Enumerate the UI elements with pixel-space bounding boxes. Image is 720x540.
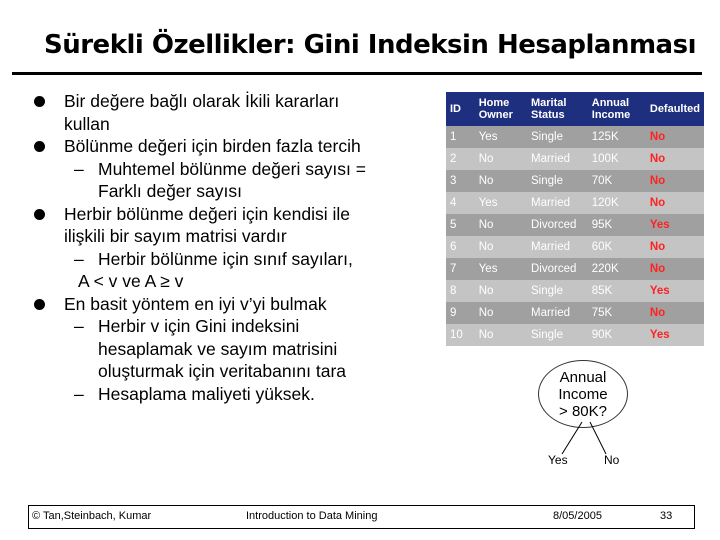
node-text: Annual [559, 369, 607, 386]
table-cell: 120K [591, 197, 619, 209]
table-cell: 85K [591, 285, 613, 297]
sub-bullet-item [34, 315, 434, 383]
yes-branch-label: Yes [548, 453, 568, 467]
table-header-row [446, 92, 704, 126]
table-row [446, 192, 704, 214]
table-cell: 100K [591, 153, 619, 165]
table-cell: No [478, 219, 494, 231]
sub-bullet-text: Herbir bölünme için sınıf sayıları, [98, 248, 353, 269]
table-cell: No [478, 153, 494, 165]
table-cell: 10 [450, 329, 463, 341]
sub-bullet-text: Hesaplama maliyeti yüksek. [98, 383, 315, 404]
table-cell: Divorced [531, 219, 577, 231]
no-branch-line [590, 422, 606, 454]
dash-marker: – [74, 316, 84, 336]
node-text: Income [558, 386, 608, 403]
sub-bullet-item [34, 383, 434, 406]
table-cell: Yes [478, 263, 498, 275]
table-row [446, 324, 704, 346]
class-label-cell: No [649, 175, 666, 187]
decision-node [538, 360, 628, 428]
sub-bullet-text: Farklı değer sayısı [98, 181, 242, 201]
node-text: > 80K? [559, 403, 607, 420]
table-cell: Married [531, 153, 570, 165]
table-cell: 2 [450, 153, 457, 165]
class-label-cell: No [649, 307, 666, 319]
table-row [446, 280, 704, 302]
table-row [446, 170, 704, 192]
table-cell: 7 [450, 263, 457, 275]
table-cell: No [478, 175, 494, 187]
table-cell: 70K [591, 175, 613, 187]
table-cell: 8 [450, 285, 457, 297]
table-cell: No [478, 285, 494, 297]
bullet-text: Herbir bölünme değeri için kendisi ile [64, 203, 350, 224]
class-label-cell: No [649, 153, 666, 165]
column-header: ID [446, 92, 475, 126]
class-label-cell: Yes [649, 329, 670, 341]
bullet-item [34, 135, 434, 158]
bullet-text: Bölünme değeri için birden fazla tercih [64, 136, 361, 156]
bullet-dot-icon [34, 299, 45, 310]
table-cell: 75K [591, 307, 613, 319]
table-cell: 1 [450, 131, 457, 143]
class-label-cell: No [649, 241, 666, 253]
sub-bullet-text: Herbir v için Gini indeksini [98, 316, 300, 336]
table-cell: 90K [591, 329, 613, 341]
table-cell: 125K [591, 131, 619, 143]
table-cell: 3 [450, 175, 457, 187]
column-header: Defaulted [646, 92, 704, 126]
table-row [446, 214, 704, 236]
inequality-text: A < v ve A ≥ v [78, 271, 184, 291]
table-cell: 4 [450, 197, 457, 209]
dash-marker: – [74, 248, 84, 269]
table-cell: Married [531, 197, 570, 209]
dash-marker: – [74, 158, 84, 179]
sub-bullet-text: hesaplamak ve sayım matrisini [98, 338, 338, 359]
table-cell: Yes [478, 131, 498, 143]
bullet-item [34, 293, 434, 316]
table-cell: 5 [450, 219, 457, 231]
table-row [446, 126, 704, 148]
bullet-item [34, 90, 434, 135]
class-label-cell: No [649, 131, 666, 143]
table-cell: Single [531, 285, 563, 297]
yes-branch-line [562, 422, 582, 454]
sub-bullet-text: oluşturmak için veritabanını tara [98, 361, 347, 381]
column-header: Annual Income [588, 92, 646, 126]
sub-bullet-text: Muhtemel bölünme değeri sayısı = [98, 158, 366, 179]
class-label-cell: No [649, 263, 666, 275]
dash-marker: – [74, 383, 84, 404]
bullet-dot-icon [34, 209, 45, 220]
table-cell: Yes [478, 197, 498, 209]
sub-bullet-item [34, 158, 434, 203]
table-cell: No [478, 307, 494, 319]
bullet-text: ilişkili bir sayım matrisi vardır [64, 226, 287, 246]
table-cell: 220K [591, 263, 619, 275]
bullet-dot-icon [34, 141, 45, 152]
footer-copyright: © Tan,Steinbach, Kumar [32, 510, 152, 522]
column-header: Home Owner [475, 92, 527, 126]
bullet-text: Bir değere bağlı olarak İkili kararları [64, 91, 340, 111]
table-cell: Married [531, 241, 570, 253]
table-row [446, 236, 704, 258]
footer-course: Introduction to Data Mining [246, 510, 378, 522]
sub-bullet-item [34, 248, 434, 271]
column-header: Marital Status [527, 92, 588, 126]
table-cell: Single [531, 329, 563, 341]
class-label-cell: No [649, 197, 666, 209]
bullet-list [34, 90, 434, 405]
page-number: 33 [660, 510, 673, 522]
table-cell: 95K [591, 219, 613, 231]
training-data-table [446, 92, 704, 346]
table-cell: Married [531, 307, 570, 319]
slide-title: Sürekli Özellikler: Gini Indeksin Hesaplanması [44, 30, 696, 60]
table-cell: No [478, 329, 494, 341]
table-cell: Single [531, 175, 563, 187]
table-cell: Single [531, 131, 563, 143]
title-underline [12, 72, 702, 75]
table-row [446, 148, 704, 170]
table-cell: Divorced [531, 263, 577, 275]
no-branch-label: No [604, 453, 620, 467]
footer-date: 8/05/2005 [553, 510, 602, 522]
table-cell: 60K [591, 241, 613, 253]
bullet-item [34, 203, 434, 248]
table-cell: No [478, 241, 494, 253]
bullet-text: kullan [64, 113, 110, 134]
table-cell: 9 [450, 307, 457, 319]
class-label-cell: Yes [649, 285, 670, 297]
bullet-dot-icon [34, 96, 45, 107]
class-label-cell: Yes [649, 219, 670, 231]
table-row [446, 302, 704, 324]
table-cell: 6 [450, 241, 457, 253]
bullet-text: En basit yöntem en iyi v’yi bulmak [64, 293, 327, 314]
table-row [446, 258, 704, 280]
